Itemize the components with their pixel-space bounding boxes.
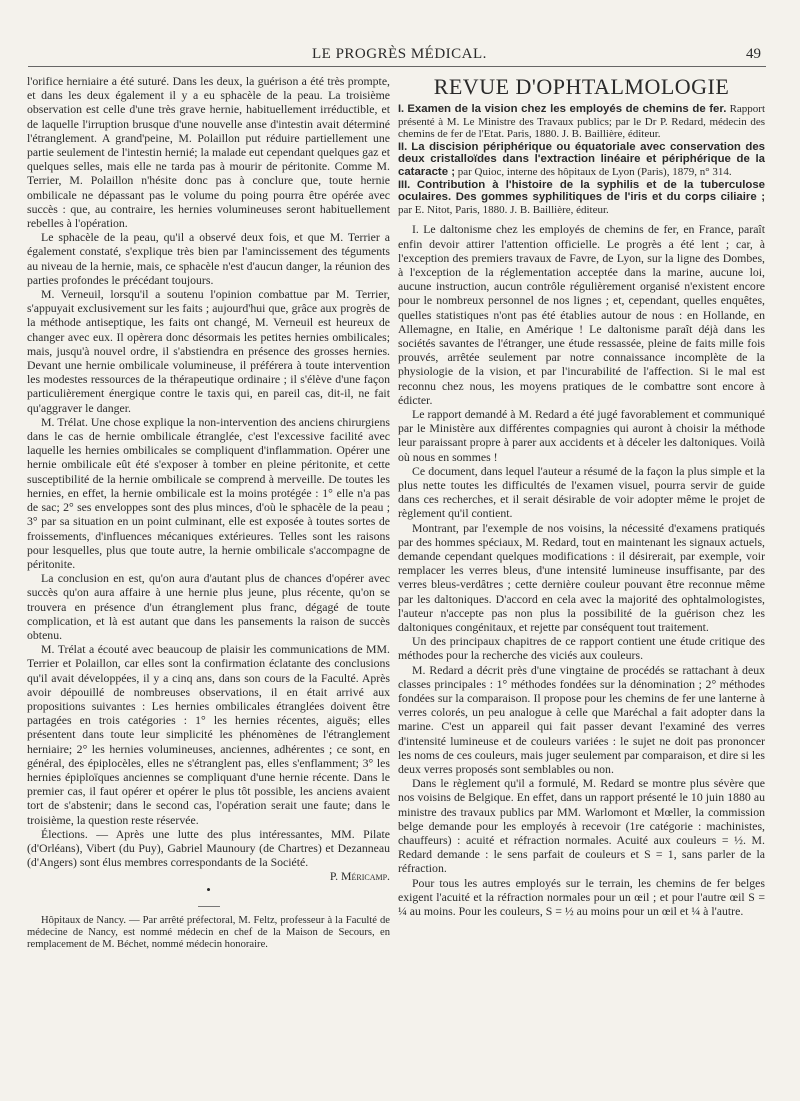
right-paragraph: Un des principaux chapitres de ce rapport contient une étude critique des méthodes pour la recherche des viciés aux couleurs.: [398, 634, 765, 663]
left-paragraph: M. Verneuil, lorsqu'il a soutenu l'opinion combattue par M. Terrier, s'appuyait exclusivement sur les faits ; aujourd'hui que, grâce aux progrès de la méthode antiseptique, les faits ont changé, M. Verneuil est heureux de changer avec eux. Il opèrera donc désormais les petites hernies ombilicales; mais, jusqu'à nouvel ordre, il s'abstiendra en présence des grosses hernies. Devant une hernie ombilicale volumineuse, il préférera à toute intervention les modestes ressources de la thérapeutique ordinaire ; il s'élève d'une façon particulièrement énergique contre le taxis qui, en pareil cas, dit-il, ne fait qu'aggraver le danger.: [27, 287, 390, 415]
news-item: Hôpitaux de Nancy. — Par arrêté préfectoral, M. Feltz, professeur à la Faculté de médecine de Nancy, est nommé médecin en chef de la Maison de Secours, en remplacement de M. Béchet, nommé médecin honoraire.: [27, 914, 390, 951]
left-paragraph: Le sphacèle de la peau, qu'il a observé deux fois, et que M. Terrier a également constaté, s'explique très bien par l'amincissement des téguments au niveau de la hernie, mais, ce sphacèle n'est d'aucun danger, la réunion des parties profondes le précédant toujours.: [27, 230, 390, 287]
separator-rule: [198, 906, 220, 907]
left-paragraph: l'orifice herniaire a été suturé. Dans les deux, la guérison a été très prompte, et dans les deux également il y a eu sphacèle de la peau. La troisième observation est celle d'une très grave hernie, habituellement irréductible, et de laquelle l'irruption brusque d'une nouvelle anse d'intestin avait déterminé l'étranglement. A grand'peine, M. Polaillon put réduire partiellement une partie seulement de l'intestin hernié; la malade eut cependant quelques gaz et quelques selles, mais elle ne tarda pas à mourir de péritonite. Comme M. Terrier, M. Polaillon n'hésite donc pas à conclure que, toute hernie ombilicale ne dépassant pas le volume du poing pourra être opérée avec succès : que, au contraire, les hernies volumineuses seront habituellement rebelles à l'opération.: [27, 74, 390, 231]
bibliography-entry: II. La discision périphérique ou équatoriale avec conservation des deux cristalloïdes dans l'extraction linéaire et périphérique de la cataracte ; par Quioc, interne des hôpitaux de Lyon (Paris), 1879, n° 314.: [398, 140, 766, 178]
running-title: LE PROGRÈS MÉDICAL.: [312, 46, 487, 62]
bibliography-entry: III. Contribution à l'histoire de la syphilis et de la tuberculose oculaires. Des gommes syphilitiques de l'iris et du corps ciliaire ; par E. Nitot, Paris, 1880. J. B. Baillière, éditeur.: [398, 178, 766, 216]
left-paragraph: La conclusion en est, qu'on aura d'autant plus de chances d'opérer avec succès qu'on aura affaire à une hernie plus jeune, plus récente, qu'on se trouvera en présence d'un étranglement plus franc, dégagé de toute complication, et là est autant que dans les pansements la raison de succès obtenu.: [27, 571, 390, 642]
left-paragraph: M. Trélat a écouté avec beaucoup de plaisir les communications de MM. Terrier et Polaillon, car elles sont la confirmation éclatante des conclusions qu'il avait développées, il y a cinq ans, dans son cours de la Faculté. Après avoir dépouillé de nombreuses observations, il en était arrivé aux propositions suivantes : Les hernies ombilicales étranglées doivent être partagées en trois catégories : 1° les hernies récentes, aiguës; elles présentent dans toute leur simplicité les phénomènes de l'étranglement herniaire; 2° les hernies volumineuses, anciennes, adhérentes ; ce sont, en général, des épiplocèles, elles ne s'étranglent pas, elles s'enflamment; 3° les hernies épiploïques anciennes se compliquant d'une hernie récente. Dans le premier cas, il faut opérer et opérer le plus tôt possible, les anciens avaient tort de s'abstenir; dans le second cas, l'opération serait une faute; dans le troisième, la question reste réservée.: [27, 642, 390, 827]
page-header: [0, 44, 800, 64]
left-column: [27, 74, 390, 952]
right-paragraph: Ce document, dans lequel l'auteur a résumé de la façon la plus simple et la plus nette toutes les difficultés de l'examen visuel, pourra servir de guide dans ces recherches, et il serait désirable de voir adopter même le projet de règlement qu'il contient.: [398, 463, 765, 521]
author-signature: P. Méricamp.: [329, 869, 390, 884]
right-paragraph: Le rapport demandé à M. Redard a été jugé favorablement et communiqué par le Ministère aux différentes compagnies qui auront à choisir la méthode leur paraissant propre à parer aux accidents et à déceler les daltoniques. Voilà où nous en sommes !: [398, 406, 765, 464]
bibliography-entry: I. Examen de la vision chez les employés de chemins de fer. Rapport présenté à M. Le Ministre des Travaux publics; par le Dr P. Redard, médecin des chemins de fer de l'Etat. Paris, 1880. J. B. Baillière, éditeur.: [398, 103, 766, 141]
separator-dot: •: [206, 881, 211, 897]
left-paragraph: Élections. — Après une lutte des plus intéressantes, MM. Pilate (d'Orléans), Vibert (du Puy), Gabriel Maunoury (de Chartres) et Dezanneau (d'Angers) sont élus membres correspondants de la Société.: [27, 826, 390, 870]
right-paragraph: I. Le daltonisme chez les employés de chemins de fer, en France, paraît enfin devoir attirer l'attention officielle. Le progrès a été lent ; car, à l'exception des premiers travaux de Favre, de Lyon, sur la ligne des Dombes, à l'exception de la réglementation acceptée dans la marine, aucune loi, aucune instruction, aucun contrôle régulièrement organisé n'existent encore pour le nombreux personnel de nos lignes ; et, cependant, quelles enquêtes, quelles statistiques n'ont pas été établies autour de nous : en Hollande, en Allemagne, en Italie, en Amérique ! Le daltonisme paraît déjà dans les sociétés savantes de l'étranger, une étude ressassée, pleine de faits mille fois prouvés, arrêtée seulement par notre connaissance incomplète de la physiologie de la vision, et par l'incurabilité de l'affection. Si le mal est reconnu chez nous, les moyens pratiques de le combattre sont encore à édicter.: [398, 222, 765, 407]
right-paragraph: Dans le règlement qu'il a formulé, M. Redard se montre plus sévère que nos voisins de Belgique. En effet, dans un rapport présenté le 10 juin 1880 au ministre des travaux publics par MM. Warlomont et Mœller, la commission belge demande pour les employés à recevoir (1re catégorie : machinistes, chauffeurs) : acuité et réfraction normales. Acuité aux couleurs = ½. M. Redard demande : le sens parfait de couleurs et S = 1, sans parler de la réfraction.: [398, 776, 765, 876]
section-title: REVUE D'OPHTALMOLOGIE: [433, 74, 730, 99]
right-column: [398, 74, 765, 918]
right-paragraph: Montrant, par l'exemple de nos voisins, la nécessité d'examens pratiqués par des hommes spéciaux, M. Redard, tout en maintenant les signaux actuels, demande cependant quelques modifications : il désirerait, par exemple, voir remplacer les verres bleus, d'une intensité lumineuse insuffisante, par des verres bleus-verdâtres ; cette dernière couleur pouvant être reconnue même par les daltoniques. D'accord en cela avec la majorité des ophtalmologistes, l'auteur n'accepte pas non plus la possibilité de la guérison chez les daltoniques congénitaux, et rejette par conséquent tout traitement.: [398, 520, 765, 635]
header-rule: [28, 66, 766, 67]
right-paragraph: M. Redard a décrit près d'une vingtaine de procédés se rattachant à deux classes principales : 1° méthodes fondées sur la dénomination ; 2° méthodes fondées sur la comparaison. Il propose pour les chemins de fer une lanterne à verres colorés, un peu analogue à celle que Maréchal a fait adopter dans la marine. C'est un appareil qui fait passer devant l'examiné des verres d'intensité lumineuse et de couleurs variées : le sujet ne doit pas prononcer les noms de ces couleurs, mais juger seulement par comparaison, et dire si les deux verres proposés sont semblables ou non.: [398, 662, 765, 777]
left-paragraph: M. Trélat. Une chose explique la non-intervention des anciens chirurgiens dans le cas de hernie ombilicale étranglée, c'est l'excessive facilité avec laquelle les hernies ombilicales se compliquent d'inflammation. Opérer une hernie ombilicale eût été s'exposer à tomber en pleine péritonite, et cette susceptibilité de la hernie ombilicale se comprend à merveille. De toutes les hernies, en effet, la hernie ombilicale est la moins protégée : 1° elle n'a pas de sac; 2° ses enveloppes sont des plus minces, d'où le sphacèle de la peau ; 3° par sa situation en un point culminant, elle est exposée à toutes sortes de froissements, d'influences mécaniques extérieures. Telles sont les raisons pour lesquelles, plus que toute autre, la hernie ombilicale s'accompagne de péritonite.: [27, 414, 390, 571]
right-paragraph: Pour tous les autres employés sur le terrain, les chemins de fer belges exigent l'acuité et la réfraction normales pour un œil ; et pour l'autre œil S = ¼ au moins. Pour les couleurs, S = ½ au moins pour un œil et ¼ à l'autre.: [398, 875, 765, 919]
page-number: 49: [746, 46, 761, 62]
